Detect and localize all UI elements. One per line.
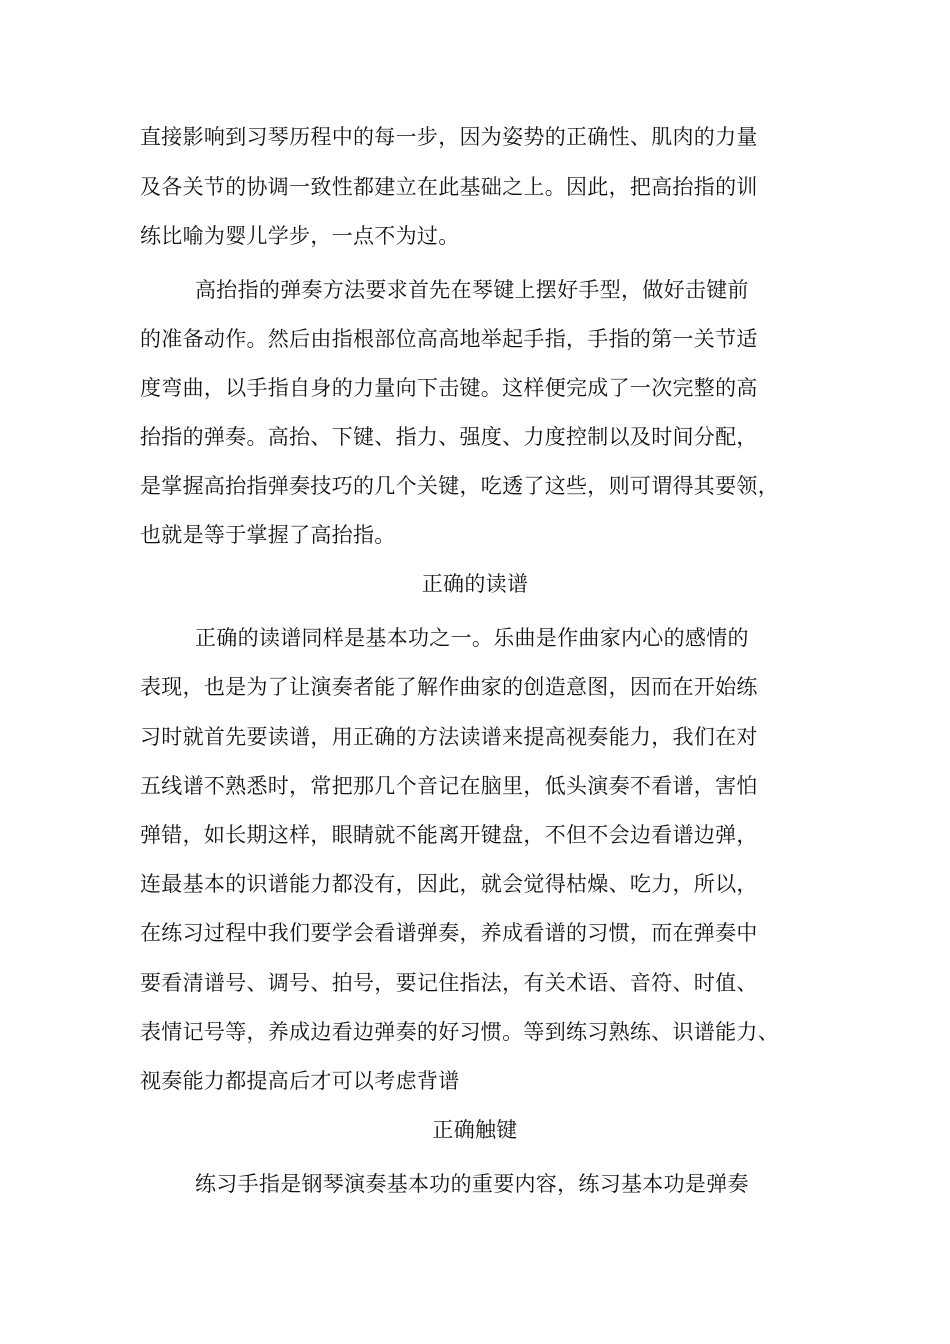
paragraph-line: 正确的读谱同样是基本功之一。乐曲是作曲家内心的感情的	[195, 626, 749, 650]
paragraph-line: 度弯曲，以手指自身的力量向下击键。这样便完成了一次完整的高	[140, 376, 758, 400]
paragraph-line: 在练习过程中我们要学会看谱弹奏，养成看谱的习惯，而在弹奏中	[140, 921, 758, 945]
paragraph-line: 抬指的弹奏。高抬、下键、指力、强度、力度控制以及时间分配，	[140, 425, 758, 449]
paragraph-line: 练比喻为婴儿学步，一点不为过。	[140, 224, 460, 248]
paragraph-line: 习时就首先要读谱，用正确的方法读谱来提高视奏能力，我们在对	[140, 725, 758, 749]
paragraph-line: 是掌握高抬指弹奏技巧的几个关键，吃透了这些，则可谓得其要领，	[140, 474, 779, 498]
paragraph-line: 也就是等于掌握了高抬指。	[140, 523, 396, 547]
paragraph-line: 表情记号等，养成边看边弹奏的好习惯。等到练习熟练、识谱能力、	[140, 1020, 779, 1044]
paragraph-line: 弹错，如长期这样，眼睛就不能离开键盘，不但不会边看谱边弹，	[140, 823, 758, 847]
section-heading: 正确触键	[432, 1118, 518, 1142]
paragraph-line: 视奏能力都提高后才可以考虑背谱	[140, 1069, 460, 1093]
paragraph-line: 连最基本的识谱能力都没有，因此，就会觉得枯燥、吃力，所以，	[140, 872, 758, 896]
paragraph-line: 五线谱不熟悉时，常把那几个音记在脑里，低头演奏不看谱，害怕	[140, 774, 758, 798]
paragraph-line: 练习手指是钢琴演奏基本功的重要内容，练习基本功是弹奏	[195, 1172, 749, 1196]
paragraph-line: 直接影响到习琴历程中的每一步，因为姿势的正确性、肌肉的力量	[140, 125, 758, 149]
paragraph-line: 及各关节的协调一致性都建立在此基础之上。因此，把高抬指的训	[140, 175, 758, 199]
section-heading: 正确的读谱	[421, 572, 529, 596]
paragraph-line: 表现，也是为了让演奏者能了解作曲家的创造意图，因而在开始练	[140, 675, 758, 699]
paragraph-line: 高抬指的弹奏方法要求首先在琴键上摆好手型，做好击键前	[195, 278, 749, 302]
paragraph-line: 的准备动作。然后由指根部位高高地举起手指，手指的第一关节适	[140, 327, 758, 351]
paragraph-line: 要看清谱号、调号、拍号，要记住指法，有关术语、音符、时值、	[140, 971, 758, 995]
